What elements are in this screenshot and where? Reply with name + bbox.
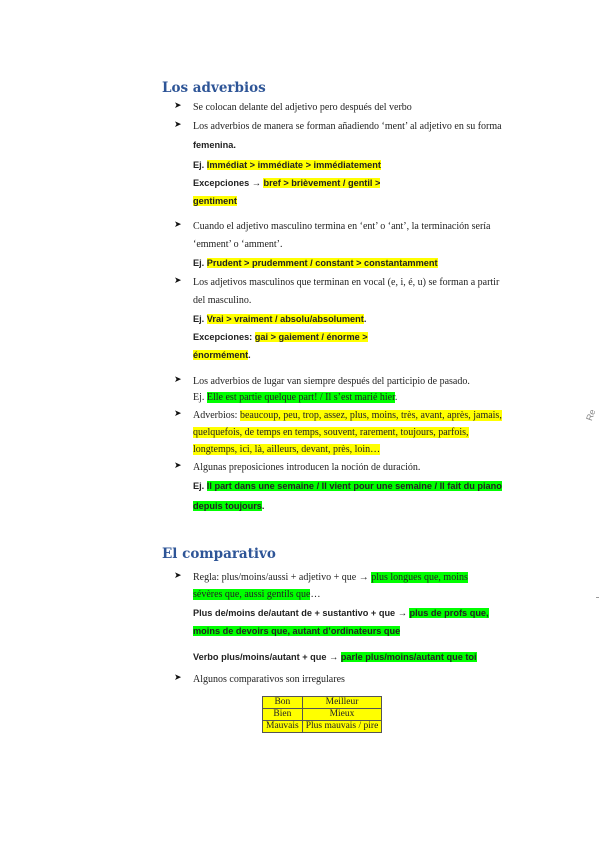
bullet-arrow-icon: ➤ xyxy=(174,375,182,385)
heading-comparativo: El comparativo xyxy=(162,546,276,562)
rule-line xyxy=(193,651,477,663)
rule-prefix: Plus de/moins de/autant de + sustantivo + que → xyxy=(193,608,410,618)
example-prefix: Ej. xyxy=(193,258,207,268)
rule-line xyxy=(193,572,468,584)
rule-prefix: Regla: plus/moins/aussi + adjetivo + que → xyxy=(193,572,372,583)
highlight: beaucoup, peu, trop, assez, plus, moins, très, avant, après, jamais, xyxy=(239,410,502,421)
rule-line xyxy=(193,607,489,619)
heading-adverbios: Los adverbios xyxy=(162,80,266,96)
example-line xyxy=(193,159,381,171)
bullet-arrow-icon: ➤ xyxy=(174,276,182,286)
example-line xyxy=(193,480,502,492)
punct: . xyxy=(261,501,265,511)
irregular-comparatives-table xyxy=(262,696,382,733)
table-cell: Plus mauvais / pire xyxy=(302,721,382,733)
highlight: plus de profs que, xyxy=(409,608,489,618)
highlight: depuis toujours xyxy=(193,501,262,511)
exceptions-line xyxy=(193,177,380,189)
bullet-text: Cuando el adjetivo masculino termina en ‘ent’ o ‘ant’, la terminación sería xyxy=(193,221,491,232)
bullet-arrow-icon: ➤ xyxy=(174,409,182,419)
highlight: Vrai > vraiment / absolu/absolument xyxy=(206,314,364,324)
bullet-text-cont xyxy=(193,444,380,456)
margin-note: Re xyxy=(584,407,598,423)
punct: … xyxy=(310,589,321,600)
bullet-text-cont xyxy=(193,427,469,439)
example-line-cont xyxy=(193,500,264,512)
table-cell: Bon xyxy=(263,697,303,709)
highlight: plus longues que, moins xyxy=(371,572,468,583)
table-row xyxy=(263,709,382,721)
bullet-text: Los adverbios de manera se forman añadiendo ‘ment’ al adjetivo en su forma xyxy=(193,121,502,132)
highlight: énormément xyxy=(193,350,249,360)
example-prefix: Ej. xyxy=(193,392,207,403)
highlight: longtemps, ici, là, ailleurs, devant, près, loin… xyxy=(193,444,381,455)
bullet-arrow-icon: ➤ xyxy=(174,571,182,581)
exceptions-line-cont xyxy=(193,349,251,361)
highlight: parle plus/moins/autant que toi xyxy=(340,652,477,662)
bullet-arrow-icon: ➤ xyxy=(174,461,182,471)
adverbios-prefix: Adverbios: xyxy=(193,410,240,421)
highlight: sévères que, aussi gentils que xyxy=(193,589,311,600)
bullet-text: Algunos comparativos son irregulares xyxy=(193,674,345,685)
exceptions-prefix: Excepciones: xyxy=(193,332,255,342)
rule-prefix: Verbo plus/moins/autant + que → xyxy=(193,652,341,662)
bullet-arrow-icon: ➤ xyxy=(174,120,182,130)
highlight: moins de devoirs que, autant d’ordinateurs que xyxy=(193,626,401,636)
bullet-text: Se colocan delante del adjetivo pero después del verbo xyxy=(193,102,412,113)
punct: . xyxy=(248,350,251,360)
highlight: Il part dans une semaine / Il vient pour une semaine / Il fait du piano xyxy=(206,481,502,491)
table-cell: Bien xyxy=(263,709,303,721)
highlight: quelquefois, de temps en temps, souvent, rarement, toujours, parfois, xyxy=(193,427,469,438)
rule-line-cont xyxy=(193,589,320,601)
highlight: Immédiat > immédiate > immédiatement xyxy=(206,160,381,170)
highlight: Prudent > prudemment / constant > constantamment xyxy=(206,258,438,268)
example-line xyxy=(193,257,438,269)
exceptions-line xyxy=(193,331,368,343)
bullet-arrow-icon: ➤ xyxy=(174,101,182,111)
bullet-arrow-icon: ➤ xyxy=(174,220,182,230)
highlight: gai > gaiement / énorme > xyxy=(254,332,368,342)
highlight: Elle est partie quelque part! / Il s’est marié hier xyxy=(206,392,395,403)
bullet-arrow-icon: ➤ xyxy=(174,673,182,683)
punct: . xyxy=(363,314,367,324)
highlight: bref > brièvement / gentil > xyxy=(263,178,381,188)
example-line xyxy=(193,313,366,325)
table-row xyxy=(263,697,382,709)
exceptions-prefix: Excepciones → xyxy=(193,178,264,188)
exceptions-line-cont xyxy=(193,195,237,207)
margin-mark xyxy=(596,597,599,598)
example-prefix: Ej. xyxy=(193,314,207,324)
table-row xyxy=(263,721,382,733)
rule-line-cont xyxy=(193,625,400,637)
bullet-text: Algunas preposiciones introducen la noción de duración. xyxy=(193,462,421,473)
table-cell: Mieux xyxy=(302,709,382,721)
bullet-text: Los adjetivos masculinos que terminan en vocal (e, i, é, u) se forman a partir xyxy=(193,277,500,288)
bullet-text-cont: ‘emment’ o ‘amment’. xyxy=(193,239,283,250)
example-prefix: Ej. xyxy=(193,160,207,170)
table-cell: Mauvais xyxy=(263,721,303,733)
bullet-text xyxy=(193,410,502,422)
bullet-text-cont: femenina. xyxy=(193,140,236,150)
bullet-text-cont: del masculino. xyxy=(193,295,252,306)
table-cell: Meilleur xyxy=(302,697,382,709)
example-line xyxy=(193,392,397,404)
punct: . xyxy=(394,392,398,403)
highlight: gentiment xyxy=(193,196,237,206)
bullet-text: Los adverbios de lugar van siempre después del participio de pasado. xyxy=(193,376,470,387)
example-prefix: Ej. xyxy=(193,481,207,491)
